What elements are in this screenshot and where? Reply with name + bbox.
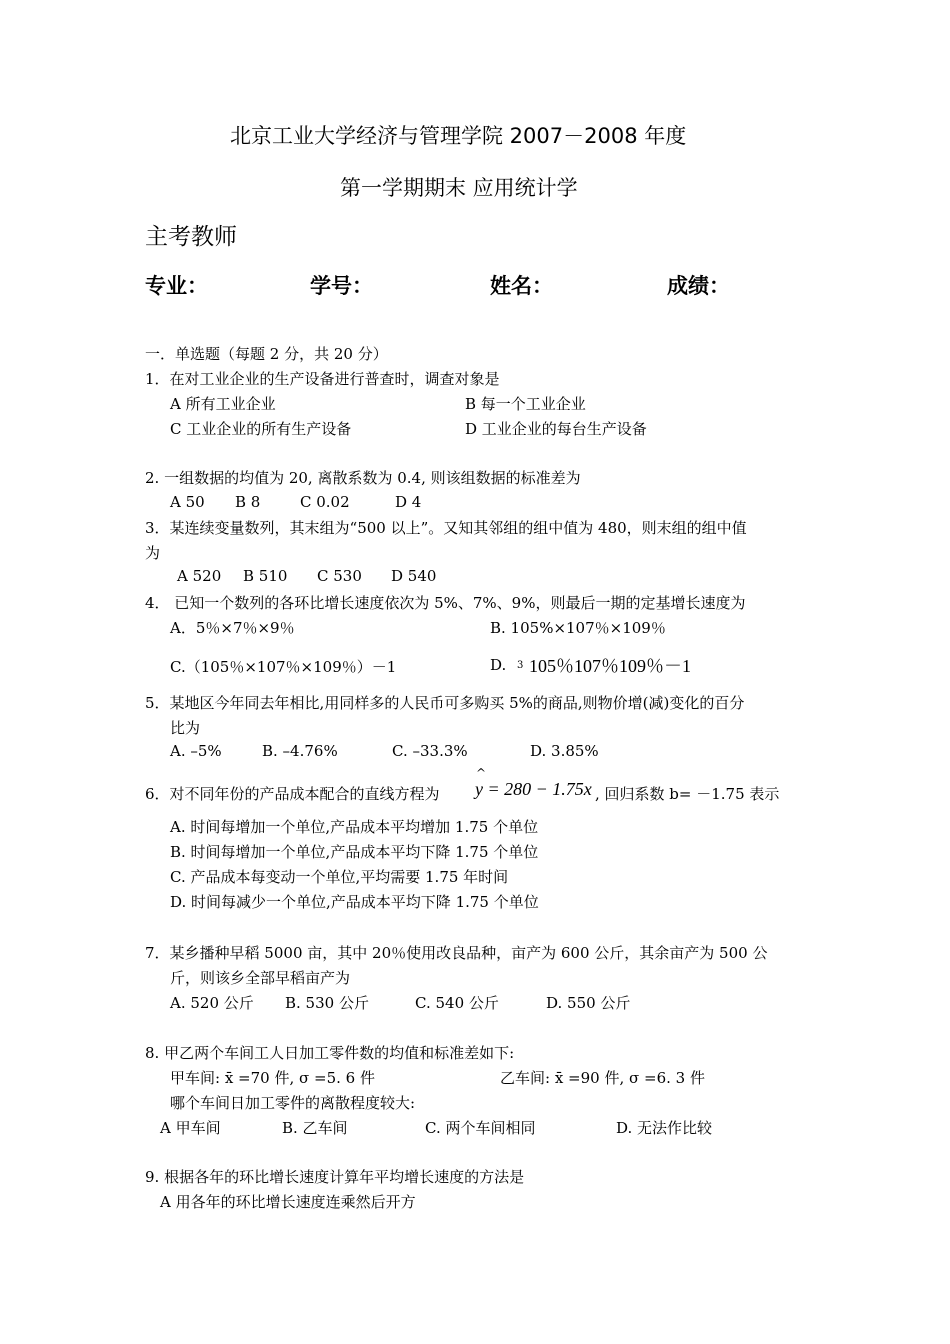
q8-workshop-2-stats: 乙车间: x̄ =90 件, σ =6. 3 件 bbox=[500, 1069, 705, 1087]
q7-stem-line-1: 7．某乡播种早稻 5000 亩，其中 20％使用改良品种，亩产为 600 公斤，其余亩产为 500 公 bbox=[145, 944, 768, 962]
examiner-label: 主考教师 bbox=[145, 224, 237, 250]
q2-stem: 2. 一组数据的均值为 20, 离散系数为 0.4, 则该组数据的标准差为 bbox=[145, 469, 581, 487]
q1-stem: 1．在对工业企业的生产设备进行普查时，调查对象是 bbox=[145, 370, 500, 388]
q2-option-a: A 50 bbox=[170, 493, 205, 511]
q5-stem-line-1: 5．某地区今年同去年相比,用同样多的人民币可多购买 5%的商品,则物价增(减)变化的百分 bbox=[145, 694, 745, 712]
q3-option-a: A 520 bbox=[177, 567, 222, 585]
score-field-label: 成绩： bbox=[667, 274, 730, 298]
q6-option-a: A. 时间每增加一个单位,产品成本平均增加 1.75 个单位 bbox=[170, 818, 539, 836]
q4-stem: 4． 已知一个数列的各环比增长速度依次为 5%、7%、9%，则最后一期的定基增长速度为 bbox=[145, 594, 746, 612]
q5-option-d: D. 3.85% bbox=[530, 742, 599, 760]
q8-option-d: D. 无法作比较 bbox=[616, 1119, 713, 1137]
q6-stem-post: , 回归系数 b= －1.75 表示 bbox=[595, 785, 780, 803]
q3-stem-line-2: 为 bbox=[145, 544, 161, 562]
q9-stem: 9. 根据各年的环比增长速度计算年平均增长速度的方法是 bbox=[145, 1168, 525, 1186]
q6-regression-equation: y = 280 − 1.75x bbox=[475, 779, 592, 799]
q1-option-d: D 工业企业的每台生产设备 bbox=[465, 420, 647, 438]
q5-stem-line-2: 比为 bbox=[170, 719, 201, 737]
q6-hat-mark: ^ bbox=[476, 766, 487, 780]
q8-option-a: A 甲车间 bbox=[160, 1119, 221, 1137]
q8-stem: 8. 甲乙两个车间工人日加工零件数的均值和标准差如下: bbox=[145, 1044, 515, 1062]
q3-option-d: D 540 bbox=[391, 567, 437, 585]
q8-option-b: B. 乙车间 bbox=[282, 1119, 348, 1137]
q7-option-b: B. 530 公斤 bbox=[285, 994, 369, 1012]
q3-option-b: B 510 bbox=[243, 567, 288, 585]
q4-option-a: A．5％×7％×9％ bbox=[170, 619, 295, 637]
student-id-field-label: 学号： bbox=[310, 274, 373, 298]
q8-workshop-1-stats: 甲车间: x̄ =70 件, σ =5. 6 件 bbox=[170, 1069, 375, 1087]
q4-option-c: C.（105％×107％×109％）－1 bbox=[170, 658, 397, 676]
q6-option-c: C. 产品成本每变动一个单位,平均需要 1.75 年时间 bbox=[170, 868, 509, 886]
q2-option-b: B 8 bbox=[235, 493, 261, 511]
q6-stem-pre: 6．对不同年份的产品成本配合的直线方程为 bbox=[145, 785, 440, 803]
q1-option-b: B 每一个工业企业 bbox=[465, 395, 586, 413]
q6-option-d: D. 时间每减少一个单位,产品成本平均下降 1.75 个单位 bbox=[170, 893, 539, 911]
q2-option-c: C 0.02 bbox=[300, 493, 350, 511]
q7-option-c: C. 540 公斤 bbox=[415, 994, 499, 1012]
section-title: 一．单选题（每题 2 分，共 20 分） bbox=[145, 345, 388, 363]
q4-option-d-expression: 105％107％109％－1 bbox=[529, 656, 691, 676]
q7-option-a: A. 520 公斤 bbox=[170, 994, 254, 1012]
q8-option-c: C. 两个车间相同 bbox=[425, 1119, 536, 1137]
q4-root-index: 3 bbox=[517, 660, 524, 671]
q3-stem-line-1: 3．某连续变量数列，其末组为“500 以上”。又知其邻组的组中值为 480，则末组的组中值 bbox=[145, 519, 747, 537]
q9-option-a: A 用各年的环比增长速度连乘然后开方 bbox=[160, 1193, 416, 1211]
q7-option-d: D. 550 公斤 bbox=[546, 994, 631, 1012]
q1-option-a: A 所有工业企业 bbox=[170, 395, 276, 413]
major-field-label: 专业： bbox=[145, 274, 208, 298]
q5-option-b: B. –4.76% bbox=[262, 742, 338, 760]
name-field-label: 姓名： bbox=[490, 274, 553, 298]
q5-option-a: A. –5% bbox=[170, 742, 222, 760]
q4-option-d-label: D. bbox=[490, 656, 507, 674]
title-line-2: 第一学期期末 应用统计学 bbox=[340, 176, 578, 200]
q1-option-c: C 工业企业的所有生产设备 bbox=[170, 420, 352, 438]
title-line-1: 北京工业大学经济与管理学院 2007－2008 年度 bbox=[230, 124, 687, 148]
q2-option-d: D 4 bbox=[395, 493, 422, 511]
q8-question: 哪个车间日加工零件的离散程度较大: bbox=[170, 1094, 416, 1112]
q4-option-b: B. 105%×107％×109％ bbox=[490, 619, 666, 637]
q3-option-c: C 530 bbox=[317, 567, 362, 585]
q5-option-c: C. –33.3% bbox=[392, 742, 468, 760]
q7-stem-line-2: 斤，则该乡全部早稻亩产为 bbox=[170, 969, 351, 987]
q6-option-b: B. 时间每增加一个单位,产品成本平均下降 1.75 个单位 bbox=[170, 843, 539, 861]
